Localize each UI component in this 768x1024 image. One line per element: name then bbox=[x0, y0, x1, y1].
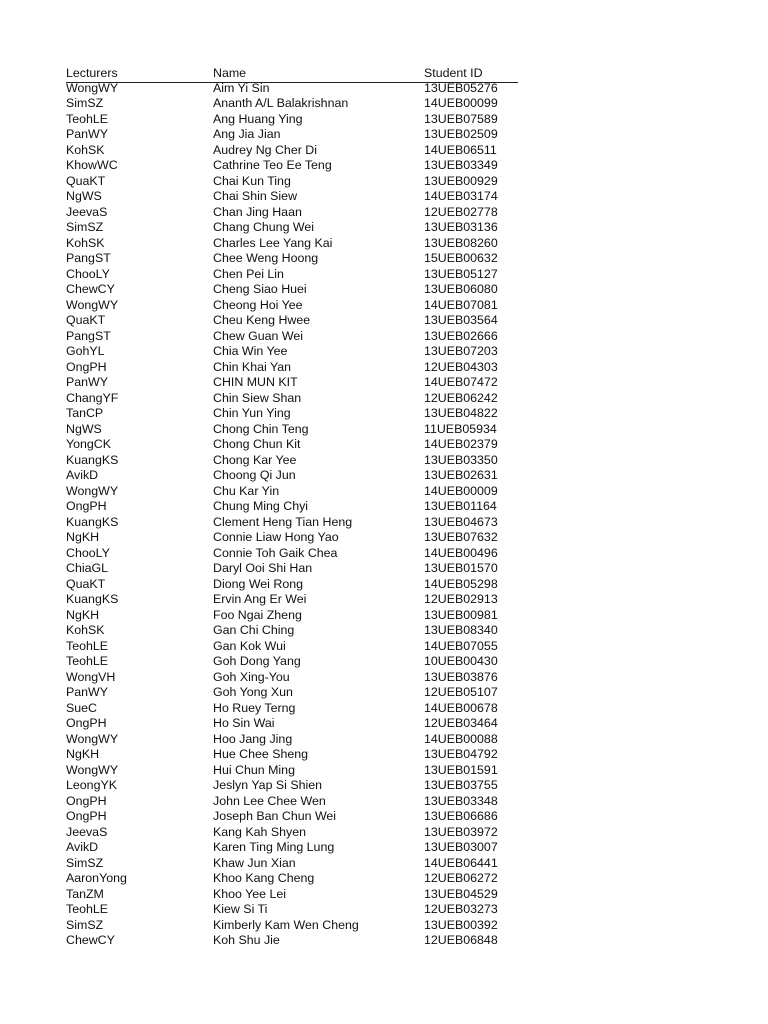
student-id-cell: 12UEB02913 bbox=[424, 592, 498, 606]
name-cell: Cheng Siao Huei bbox=[213, 282, 307, 296]
table-row bbox=[66, 608, 518, 624]
student-id-cell: 14UEB02379 bbox=[424, 437, 498, 451]
lecturer-cell: WongWY bbox=[66, 731, 119, 746]
lecturer-cell: GohYL bbox=[66, 344, 105, 358]
name-cell: Goh Yong Xun bbox=[213, 685, 293, 699]
name-cell: Ervin Ang Er Wei bbox=[213, 592, 307, 606]
table-row bbox=[66, 840, 518, 856]
name-cell: Chen Pei Lin bbox=[213, 266, 284, 281]
name-cell: Goh Dong Yang bbox=[213, 654, 301, 668]
lecturer-cell: SueC bbox=[66, 700, 97, 715]
name-cell: Connie Liaw Hong Yao bbox=[213, 530, 339, 544]
name-cell: Chong Chun Kit bbox=[213, 437, 301, 451]
name-cell: Gan Chi Ching bbox=[213, 623, 295, 637]
lecturer-cell: JeevaS bbox=[66, 824, 108, 839]
lecturer-cell: KohSK bbox=[66, 142, 105, 157]
name-cell: Joseph Ban Chun Wei bbox=[213, 809, 337, 823]
student-id-cell: 13UEB02631 bbox=[424, 468, 498, 482]
student-id-cell: 15UEB00632 bbox=[424, 251, 498, 265]
name-cell: Chan Jing Haan bbox=[213, 204, 302, 219]
table-row bbox=[66, 561, 518, 577]
lecturer-cell: KhowWC bbox=[66, 158, 118, 172]
lecturer-cell: WongWY bbox=[66, 297, 119, 312]
student-id-cell: 14UEB00088 bbox=[424, 731, 498, 746]
student-id-cell: 14UEB06511 bbox=[424, 142, 497, 157]
table-row bbox=[66, 453, 518, 469]
name-cell: Choong Qi Jun bbox=[213, 468, 296, 482]
name-cell: Connie Toh Gaik Chea bbox=[213, 545, 338, 560]
name-cell: Khoo Kang Cheng bbox=[213, 871, 315, 885]
table-row bbox=[66, 360, 518, 376]
header-student-id: Student ID bbox=[424, 66, 483, 80]
name-cell: Diong Wei Rong bbox=[213, 576, 303, 591]
lecturer-cell: KohSK bbox=[66, 235, 105, 250]
student-id-cell: 13UEB05276 bbox=[424, 80, 498, 95]
name-cell: Chai Kun Ting bbox=[213, 173, 291, 188]
table-row bbox=[66, 887, 518, 903]
table-row bbox=[66, 871, 518, 887]
table-row bbox=[66, 158, 518, 174]
lecturer-cell: PangST bbox=[66, 251, 111, 265]
table-row bbox=[66, 856, 518, 872]
table-row bbox=[66, 189, 518, 205]
student-id-cell: 13UEB04529 bbox=[424, 886, 498, 901]
name-cell: Ang Huang Ying bbox=[213, 111, 303, 126]
lecturer-cell: NgWS bbox=[66, 189, 102, 203]
name-cell: Ang Jia Jian bbox=[213, 127, 281, 141]
table-row bbox=[66, 375, 518, 391]
name-cell: Ho Ruey Terng bbox=[213, 700, 296, 715]
student-id-cell: 12UEB06848 bbox=[424, 933, 498, 947]
student-id-cell: 14UEB07081 bbox=[424, 297, 498, 312]
name-cell: Hui Chun Ming bbox=[213, 762, 295, 777]
table-row bbox=[66, 639, 518, 655]
lecturer-cell: AvikD bbox=[66, 468, 99, 482]
table-row bbox=[66, 654, 518, 670]
table-row bbox=[66, 825, 518, 841]
table-row bbox=[66, 794, 518, 810]
name-cell: John Lee Chee Wen bbox=[213, 793, 326, 808]
name-cell: Chin Siew Shan bbox=[213, 390, 302, 405]
table-row bbox=[66, 530, 518, 546]
lecturer-cell: JeevaS bbox=[66, 204, 108, 219]
name-cell: Clement Heng Tian Heng bbox=[213, 514, 353, 529]
table-row bbox=[66, 484, 518, 500]
table-row bbox=[66, 918, 518, 934]
lecturer-cell: NgKH bbox=[66, 530, 100, 544]
lecturer-cell: PanWY bbox=[66, 685, 109, 699]
header-lecturers: Lecturers bbox=[66, 66, 118, 80]
lecturer-cell: PangST bbox=[66, 328, 111, 343]
name-cell: Chu Kar Yin bbox=[213, 483, 280, 498]
table-row bbox=[66, 701, 518, 717]
student-id-cell: 13UEB04822 bbox=[424, 406, 498, 420]
table-row bbox=[66, 391, 518, 407]
lecturer-cell: SimSZ bbox=[66, 855, 104, 870]
lecturer-cell: KohSK bbox=[66, 623, 105, 637]
table-row bbox=[66, 298, 518, 314]
table-row bbox=[66, 577, 518, 593]
table-row bbox=[66, 81, 518, 97]
name-cell: Khoo Yee Lei bbox=[213, 886, 287, 901]
name-cell: Cathrine Teo Ee Teng bbox=[213, 158, 332, 172]
student-id-cell: 14UEB00009 bbox=[424, 483, 498, 498]
student-id-cell: 13UEB01570 bbox=[424, 561, 498, 575]
student-id-cell: 13UEB00981 bbox=[424, 607, 498, 622]
table-row bbox=[66, 809, 518, 825]
name-cell: Karen Ting Ming Lung bbox=[213, 840, 335, 854]
student-id-cell: 13UEB01591 bbox=[424, 762, 498, 777]
student-id-cell: 13UEB04673 bbox=[424, 514, 498, 529]
student-id-cell: 13UEB05127 bbox=[424, 266, 498, 281]
name-cell: Gan Kok Wui bbox=[213, 638, 286, 653]
table-row bbox=[66, 251, 518, 267]
lecturer-cell: OngPH bbox=[66, 716, 107, 730]
student-id-cell: 14UEB06441 bbox=[424, 855, 498, 870]
table-row bbox=[66, 127, 518, 143]
table-row bbox=[66, 763, 518, 779]
name-cell: Audrey Ng Cher Di bbox=[213, 142, 317, 157]
student-id-cell: 14UEB07055 bbox=[424, 638, 498, 653]
student-id-cell: 13UEB03972 bbox=[424, 824, 498, 839]
student-id-cell: 13UEB02509 bbox=[424, 127, 498, 141]
student-id-cell: 12UEB06272 bbox=[424, 871, 498, 885]
lecturer-cell: ChiaGL bbox=[66, 561, 109, 575]
lecturer-cell: WongVH bbox=[66, 669, 116, 684]
name-cell: Chin Yun Ying bbox=[213, 406, 291, 420]
table-row bbox=[66, 670, 518, 686]
table-row bbox=[66, 515, 518, 531]
student-id-cell: 12UEB06242 bbox=[424, 390, 498, 405]
lecturer-cell: NgWS bbox=[66, 421, 102, 436]
student-id-cell: 13UEB07203 bbox=[424, 344, 498, 358]
table-row bbox=[66, 716, 518, 732]
table-row bbox=[66, 902, 518, 918]
student-id-cell: 14UEB00099 bbox=[424, 96, 498, 110]
lecturer-cell: NgKH bbox=[66, 607, 100, 622]
student-id-cell: 10UEB00430 bbox=[424, 654, 498, 668]
lecturer-cell: TanCP bbox=[66, 406, 104, 420]
student-id-cell: 13UEB03755 bbox=[424, 778, 498, 792]
student-id-cell: 14UEB03174 bbox=[424, 189, 498, 203]
table-row bbox=[66, 236, 518, 252]
table-row bbox=[66, 143, 518, 159]
lecturer-cell: KuangKS bbox=[66, 452, 119, 467]
lecturer-cell: AvikD bbox=[66, 840, 99, 854]
table-row bbox=[66, 468, 518, 484]
lecturer-cell: QuaKT bbox=[66, 576, 106, 591]
lecturer-cell: WongWY bbox=[66, 80, 119, 95]
table-row bbox=[66, 422, 518, 438]
student-id-cell: 13UEB03350 bbox=[424, 452, 498, 467]
lecturer-cell: QuaKT bbox=[66, 173, 106, 188]
table-row bbox=[66, 267, 518, 283]
table-row bbox=[66, 205, 518, 221]
student-id-cell: 13UEB01164 bbox=[424, 499, 497, 513]
table-row bbox=[66, 933, 518, 949]
name-cell: Chang Chung Wei bbox=[213, 220, 315, 234]
name-cell: Khaw Jun Xian bbox=[213, 855, 296, 870]
lecturer-cell: TeohLE bbox=[66, 902, 109, 916]
student-id-cell: 13UEB06686 bbox=[424, 809, 498, 823]
student-id-cell: 13UEB07589 bbox=[424, 111, 498, 126]
name-cell: Chung Ming Chyi bbox=[213, 499, 309, 513]
student-id-cell: 14UEB00678 bbox=[424, 700, 498, 715]
student-id-cell: 12UEB02778 bbox=[424, 204, 498, 219]
lecturer-cell: TeohLE bbox=[66, 654, 109, 668]
lecturer-cell: WongWY bbox=[66, 762, 119, 777]
table-row bbox=[66, 437, 518, 453]
lecturer-cell: OngPH bbox=[66, 809, 107, 823]
name-cell: Chia Win Yee bbox=[213, 344, 288, 358]
table-row bbox=[66, 282, 518, 298]
student-id-cell: 13UEB06080 bbox=[424, 282, 498, 296]
lecturer-cell: KuangKS bbox=[66, 592, 119, 606]
table-row bbox=[66, 313, 518, 329]
name-cell: Jeslyn Yap Si Shien bbox=[213, 778, 323, 792]
name-cell: CHIN MUN KIT bbox=[213, 375, 298, 389]
lecturer-cell: TeohLE bbox=[66, 111, 109, 126]
student-id-cell: 14UEB00496 bbox=[424, 545, 498, 560]
name-cell: Chee Weng Hoong bbox=[213, 251, 319, 265]
table-row bbox=[66, 406, 518, 422]
name-cell: Kimberly Kam Wen Cheng bbox=[213, 917, 359, 932]
student-id-cell: 13UEB00929 bbox=[424, 173, 498, 188]
table-row bbox=[66, 732, 518, 748]
lecturer-cell: ChangYF bbox=[66, 390, 119, 405]
table-row bbox=[66, 592, 518, 608]
lecturer-cell: ChewCY bbox=[66, 282, 115, 296]
table-row bbox=[66, 329, 518, 345]
student-id-cell: 12UEB05107 bbox=[424, 685, 498, 699]
name-cell: Goh Xing-You bbox=[213, 669, 290, 684]
student-id-cell: 11UEB05934 bbox=[424, 421, 497, 436]
name-cell: Chai Shin Siew bbox=[213, 189, 298, 203]
lecturer-cell: QuaKT bbox=[66, 313, 106, 327]
table-row bbox=[66, 623, 518, 639]
lecturer-cell: ChewCY bbox=[66, 933, 115, 947]
lecturer-cell: PanWY bbox=[66, 375, 109, 389]
student-id-cell: 13UEB03136 bbox=[424, 220, 498, 234]
lecturer-cell: WongWY bbox=[66, 483, 119, 498]
student-id-cell: 14UEB05298 bbox=[424, 576, 498, 591]
student-id-cell: 13UEB03876 bbox=[424, 669, 498, 684]
table-row bbox=[66, 685, 518, 701]
student-id-cell: 13UEB00392 bbox=[424, 917, 498, 932]
table-row bbox=[66, 174, 518, 190]
name-cell: Aim Yi Sin bbox=[213, 80, 270, 95]
name-cell: Kiew Si Ti bbox=[213, 902, 268, 916]
table-row bbox=[66, 546, 518, 562]
name-cell: Chin Khai Yan bbox=[213, 359, 292, 374]
table-row bbox=[66, 778, 518, 794]
name-cell: Daryl Ooi Shi Han bbox=[213, 561, 313, 575]
lecturer-cell: YongCK bbox=[66, 437, 112, 451]
name-cell: Charles Lee Yang Kai bbox=[213, 235, 333, 250]
name-cell: Foo Ngai Zheng bbox=[213, 607, 302, 622]
student-id-cell: 13UEB08340 bbox=[424, 623, 498, 637]
student-id-cell: 13UEB03348 bbox=[424, 793, 498, 808]
student-id-cell: 13UEB08260 bbox=[424, 235, 498, 250]
lecturer-cell: TanZM bbox=[66, 886, 104, 901]
lecturer-cell: KuangKS bbox=[66, 514, 119, 529]
lecturer-cell: PanWY bbox=[66, 127, 109, 141]
lecturer-cell: SimSZ bbox=[66, 220, 104, 234]
name-cell: Cheu Keng Hwee bbox=[213, 313, 311, 327]
lecturer-cell: TeohLE bbox=[66, 638, 109, 653]
student-id-cell: 13UEB03564 bbox=[424, 313, 498, 327]
student-id-cell: 13UEB04792 bbox=[424, 747, 498, 761]
name-cell: Ho Sin Wai bbox=[213, 716, 275, 730]
lecturer-cell: SimSZ bbox=[66, 917, 104, 932]
table-row bbox=[66, 112, 518, 128]
table-row bbox=[66, 499, 518, 515]
student-id-cell: 13UEB07632 bbox=[424, 530, 498, 544]
lecturer-cell: OngPH bbox=[66, 793, 107, 808]
table-row bbox=[66, 747, 518, 763]
lecturer-cell: OngPH bbox=[66, 359, 107, 374]
name-cell: Chong Kar Yee bbox=[213, 452, 297, 467]
student-id-cell: 13UEB03349 bbox=[424, 158, 498, 172]
lecturer-cell: NgKH bbox=[66, 747, 100, 761]
table-row bbox=[66, 344, 518, 360]
table-row bbox=[66, 96, 518, 112]
student-id-cell: 12UEB03273 bbox=[424, 902, 498, 916]
lecturer-cell: SimSZ bbox=[66, 96, 104, 110]
student-id-cell: 13UEB03007 bbox=[424, 840, 498, 854]
name-cell: Koh Shu Jie bbox=[213, 933, 280, 947]
student-id-cell: 12UEB04303 bbox=[424, 359, 498, 374]
table-row bbox=[66, 220, 518, 236]
name-cell: Kang Kah Shyen bbox=[213, 824, 307, 839]
lecturer-cell: LeongYK bbox=[66, 778, 117, 792]
name-cell: Hue Chee Sheng bbox=[213, 747, 309, 761]
student-id-cell: 12UEB03464 bbox=[424, 716, 498, 730]
lecturer-cell: AaronYong bbox=[66, 871, 127, 885]
student-id-cell: 13UEB02666 bbox=[424, 328, 498, 343]
lecturer-cell: ChooLY bbox=[66, 545, 110, 560]
lecturer-cell: ChooLY bbox=[66, 266, 110, 281]
student-id-cell: 14UEB07472 bbox=[424, 375, 498, 389]
lecturer-cell: OngPH bbox=[66, 499, 107, 513]
header-name: Name bbox=[213, 66, 247, 80]
name-cell: Cheong Hoi Yee bbox=[213, 297, 303, 312]
name-cell: Ananth A/L Balakrishnan bbox=[213, 96, 349, 110]
name-cell: Chew Guan Wei bbox=[213, 328, 303, 343]
name-cell: Hoo Jang Jing bbox=[213, 731, 293, 746]
name-cell: Chong Chin Teng bbox=[213, 421, 309, 436]
